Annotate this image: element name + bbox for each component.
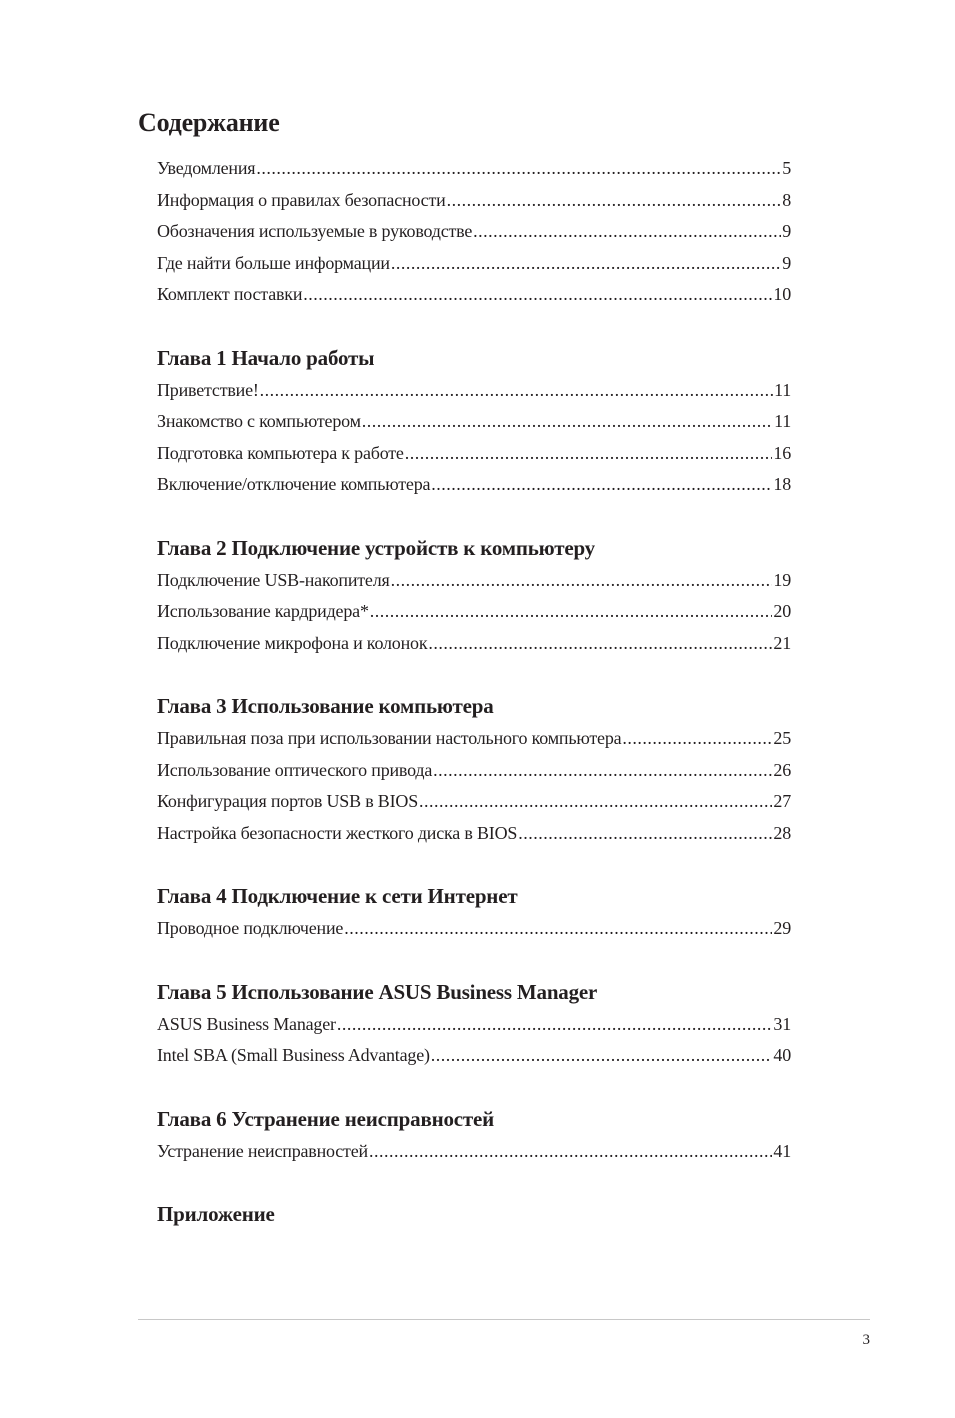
toc-entry-page: 25 xyxy=(773,728,791,748)
toc-entry-label: ASUS Business Manager xyxy=(157,1013,336,1034)
toc-chapter-4 xyxy=(157,880,791,945)
dot-leader xyxy=(622,723,772,755)
toc-entry[interactable] xyxy=(157,913,791,945)
toc-chapter-1 xyxy=(157,342,791,501)
dot-leader xyxy=(337,1009,773,1041)
toc-entry-label: Подключение микрофона и колонок xyxy=(157,632,428,653)
dot-leader xyxy=(518,818,772,850)
toc-chapter-2 xyxy=(157,532,791,660)
dot-leader xyxy=(391,248,781,280)
toc-entry-page: 28 xyxy=(773,822,791,843)
dot-leader xyxy=(256,153,781,185)
toc-entry-page: 8 xyxy=(782,189,791,210)
page-number: 3 xyxy=(862,1332,870,1348)
toc-entry[interactable] xyxy=(157,1136,791,1168)
toc-entry-page: 5 xyxy=(782,158,791,178)
toc-entry[interactable] xyxy=(157,723,791,755)
dot-leader xyxy=(473,216,781,248)
toc-entry[interactable] xyxy=(157,279,791,311)
dot-leader xyxy=(362,406,773,438)
toc-entry-label: Intel SBA (Small Business Advantage) xyxy=(157,1045,430,1065)
toc-entry-page: 11 xyxy=(774,379,791,400)
toc-entry-label: Настройка безопасности жесткого диска в BIOS xyxy=(157,822,518,843)
dot-leader xyxy=(431,469,772,501)
dot-leader xyxy=(419,786,772,818)
toc-chapter-5 xyxy=(157,976,791,1072)
dot-leader xyxy=(369,1136,772,1168)
dot-leader xyxy=(260,375,773,407)
toc-entry-page: 10 xyxy=(773,284,791,304)
toc-entry-page: 27 xyxy=(773,791,791,811)
appendix-heading[interactable]: Приложение xyxy=(157,1202,275,1226)
toc-entry-label: Где найти больше информации xyxy=(157,252,390,273)
dot-leader xyxy=(370,596,773,628)
toc-entry[interactable] xyxy=(157,565,791,597)
toc-entry-page: 26 xyxy=(773,759,791,780)
toc-entry-label: Уведомления xyxy=(157,158,256,178)
dot-leader xyxy=(344,913,772,945)
toc-entry-page: 19 xyxy=(773,569,791,590)
toc-entry-label: Конфигурация портов USB в BIOS xyxy=(157,791,419,811)
chapter-heading[interactable]: Глава 5 Использование ASUS Business Manager xyxy=(157,979,598,1004)
dot-leader xyxy=(447,185,782,217)
toc-entry[interactable] xyxy=(157,438,791,470)
toc-chapter-3 xyxy=(157,690,791,849)
toc-entry-page: 18 xyxy=(773,474,791,494)
dot-leader xyxy=(303,279,772,311)
toc-entry[interactable] xyxy=(157,596,791,628)
toc-entry[interactable] xyxy=(157,185,791,217)
toc-entry-label: Обозначения используемые в руководстве xyxy=(157,221,473,241)
toc-entry[interactable] xyxy=(157,786,791,818)
toc-entry-page: 9 xyxy=(782,252,791,273)
dot-leader xyxy=(405,438,773,470)
toc-entry[interactable] xyxy=(157,469,791,501)
dot-leader xyxy=(428,628,772,660)
toc-entry-label: Включение/отключение компьютера xyxy=(157,474,431,494)
toc-entry-label: Устранение неисправностей xyxy=(157,1140,368,1161)
toc-entry-label: Информация о правилах безопасности xyxy=(157,189,446,210)
table-of-contents xyxy=(157,153,791,1231)
chapter-heading[interactable]: Глава 6 Устранение неисправностей xyxy=(157,1106,495,1131)
toc-intro-section xyxy=(157,153,791,311)
toc-entry-page: 29 xyxy=(773,918,791,938)
toc-entry[interactable] xyxy=(157,153,791,185)
footer-divider xyxy=(138,1319,870,1320)
toc-entry[interactable] xyxy=(157,818,791,850)
toc-entry[interactable] xyxy=(157,248,791,280)
toc-entry[interactable] xyxy=(157,1009,791,1041)
toc-entry[interactable] xyxy=(157,628,791,660)
toc-entry-page: 31 xyxy=(773,1013,791,1034)
page-title: Содержание xyxy=(138,108,280,137)
toc-entry-label: Использование оптического привода xyxy=(157,759,433,780)
toc-entry-label: Проводное подключение xyxy=(157,918,344,938)
toc-entry-page: 16 xyxy=(773,442,791,463)
toc-entry-label: Использование кардридера* xyxy=(157,601,369,621)
toc-entry-page: 40 xyxy=(773,1045,791,1065)
toc-appendix xyxy=(157,1198,791,1231)
toc-entry-page: 9 xyxy=(782,221,791,241)
toc-entry-label: Приветствие! xyxy=(157,379,259,400)
chapter-heading[interactable]: Глава 2 Подключение устройств к компьютеру xyxy=(157,535,595,560)
toc-entry-label: Знакомство с компьютером xyxy=(157,411,361,431)
toc-entry[interactable] xyxy=(157,375,791,407)
toc-entry-page: 11 xyxy=(774,411,791,431)
toc-entry[interactable] xyxy=(157,755,791,787)
toc-entry-label: Правильная поза при использовании настольного компьютера xyxy=(157,728,622,748)
dot-leader xyxy=(431,1040,773,1072)
toc-entry-label: Комплект поставки xyxy=(157,284,303,304)
dot-leader xyxy=(433,755,772,787)
toc-entry-page: 21 xyxy=(773,632,791,653)
toc-entry-label: Подключение USB-накопителя xyxy=(157,569,390,590)
chapter-heading[interactable]: Глава 4 Подключение к сети Интернет xyxy=(157,884,518,908)
dot-leader xyxy=(391,565,773,597)
toc-entry-page: 20 xyxy=(773,601,791,621)
chapter-heading[interactable]: Глава 3 Использование компьютера xyxy=(157,694,494,718)
toc-chapter-6 xyxy=(157,1103,791,1168)
toc-entry[interactable] xyxy=(157,406,791,438)
toc-entry[interactable] xyxy=(157,1040,791,1072)
toc-entry[interactable] xyxy=(157,216,791,248)
toc-entry-page: 41 xyxy=(773,1140,791,1161)
toc-entry-label: Подготовка компьютера к работе xyxy=(157,442,404,463)
chapter-heading[interactable]: Глава 1 Начало работы xyxy=(157,345,375,370)
